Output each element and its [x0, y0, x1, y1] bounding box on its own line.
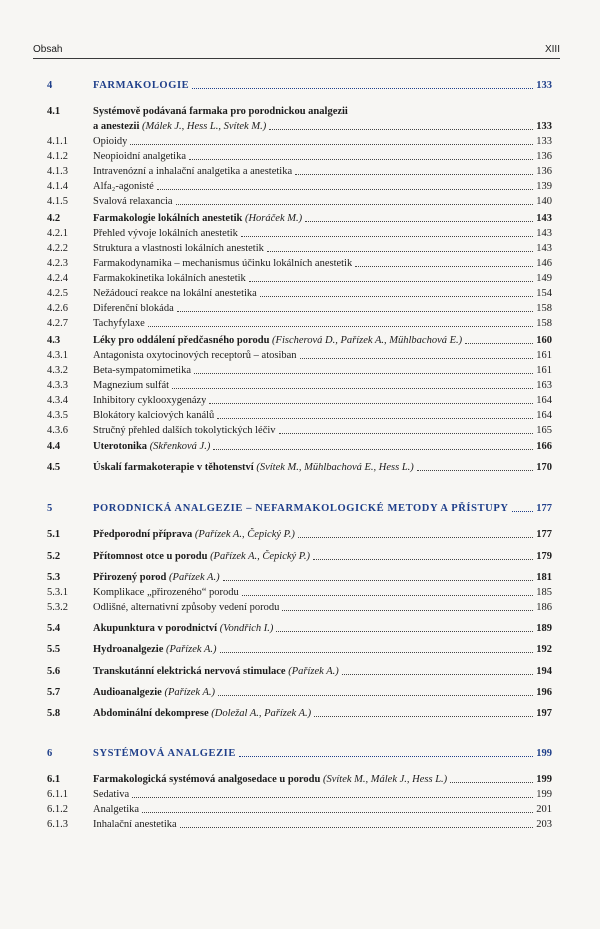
dot-leader	[177, 311, 533, 312]
entry-number: 5.3.1	[47, 587, 68, 598]
entry-title	[93, 461, 414, 474]
entry-page-number: 177	[536, 503, 552, 514]
dot-leader	[157, 189, 533, 190]
toc-entry-row[interactable]	[47, 193, 552, 208]
entry-title-text: Abdominální dekomprese	[93, 708, 209, 719]
entry-authors: (Pařízek A., Čepický P.)	[210, 551, 310, 562]
header-section-title: Obsah	[33, 44, 63, 55]
dot-leader	[269, 129, 533, 130]
entry-title-text: Hydroanalgezie	[93, 644, 164, 655]
dot-leader	[342, 674, 533, 675]
entry-number: 5.5	[47, 644, 61, 655]
toc-entry-row[interactable]	[47, 362, 552, 377]
entry-page-number: 140	[536, 196, 552, 207]
entry-title-text: Struktura a vlastnosti lokálních anestetik	[93, 243, 264, 254]
entry-title-text: Audioanalgezie	[93, 687, 162, 698]
entry-authors: (Horáček M.)	[244, 213, 303, 224]
toc-entry-row[interactable]	[47, 801, 552, 816]
entry-title-text: Magnezium sulfát	[93, 380, 170, 391]
entry-number: 5.2	[47, 551, 61, 562]
entry-title-text: Alfa₂-agonisté	[93, 181, 154, 192]
toc-entry-row[interactable]	[47, 392, 552, 407]
entry-page-number: 165	[536, 425, 552, 436]
entry-title	[93, 528, 295, 541]
entry-page-number: 201	[536, 804, 552, 815]
entry-title-text: Sedativa	[93, 789, 130, 800]
dot-leader	[194, 373, 533, 374]
entry-title	[93, 272, 246, 285]
entry-page-number: 161	[536, 350, 552, 361]
entry-page-number: 189	[536, 623, 552, 634]
toc-entry-row[interactable]	[47, 332, 552, 347]
entry-title	[93, 773, 447, 786]
entry-page-number: 192	[536, 644, 552, 655]
entry-title	[93, 643, 217, 656]
dot-leader	[512, 511, 534, 512]
entry-title	[93, 302, 174, 315]
entry-number: 4.3	[47, 335, 61, 346]
entry-page-number: 194	[536, 666, 552, 677]
dot-leader	[450, 782, 533, 783]
entry-title-text: Předporodní příprava	[93, 529, 193, 540]
entry-authors: (Pařízek A.)	[166, 644, 217, 655]
entry-page-number: 199	[536, 789, 552, 800]
entry-title	[93, 212, 302, 225]
entry-page-number: 154	[536, 288, 552, 299]
toc-entry-row[interactable]	[47, 771, 552, 786]
entry-number: 4.1	[47, 106, 61, 117]
entry-number: 4.3.5	[47, 410, 68, 421]
entry-title-text: Přehled vývoje lokálních anestetik	[93, 228, 238, 239]
dot-leader	[189, 159, 533, 160]
toc-entry-row[interactable]	[47, 526, 552, 541]
entry-page-number: 143	[536, 243, 552, 254]
dot-leader	[148, 326, 534, 327]
toc-entry-row[interactable]	[47, 347, 552, 362]
entry-title	[93, 349, 297, 362]
dot-leader	[218, 695, 533, 696]
entry-title-text: Uterotonika	[93, 441, 148, 452]
entry-title	[93, 409, 214, 422]
entry-title-text: Antagonista oxytocinových receptorů – atosiban	[93, 350, 297, 361]
entry-page-number: 143	[536, 228, 552, 239]
dot-leader	[209, 403, 533, 404]
entry-title-text: Odlišné, alternativní způsoby vedení porodu	[93, 602, 280, 613]
entry-title-text: Nežádoucí reakce na lokální anestetika	[93, 288, 257, 299]
entry-title-text: Stručný přehled dalších tokolytických léčiv	[93, 425, 276, 436]
dot-leader	[242, 595, 533, 596]
entry-title-text: Úskalí farmakoterapie v těhotenství	[93, 462, 254, 473]
dot-leader	[249, 281, 533, 282]
toc-entry-row[interactable]	[47, 377, 552, 392]
entry-page-number: 199	[536, 774, 552, 785]
dot-leader	[314, 716, 533, 717]
entry-title	[93, 440, 210, 453]
entry-title-text: Farmakokinetika lokálních anestetik	[93, 273, 246, 284]
dot-leader	[217, 418, 533, 419]
entry-authors: (Svítek M., Mühlbachová E., Hess L.)	[256, 462, 414, 473]
entry-page-number: 136	[536, 151, 552, 162]
entry-title-text: Léky pro oddálení předčasného porodu	[93, 335, 270, 346]
dot-leader	[260, 296, 533, 297]
entry-number: 4	[47, 80, 53, 91]
entry-title	[93, 707, 311, 720]
toc-entry-row[interactable]	[47, 163, 552, 178]
entry-page-number: 163	[536, 380, 552, 391]
toc-entry-row[interactable]	[47, 407, 552, 422]
entry-number: 4.3.4	[47, 395, 68, 406]
entry-title-text: Přirozený porod	[93, 572, 167, 583]
entry-number: 5.6	[47, 666, 61, 677]
entry-page-number: 136	[536, 166, 552, 177]
entry-title-text: Neopioidní analgetika	[93, 151, 187, 162]
dot-leader	[172, 388, 533, 389]
toc-entry-row[interactable]	[47, 459, 552, 474]
entry-title-text: Beta-sympatomimetika	[93, 365, 191, 376]
toc-entry-row[interactable]	[47, 548, 552, 563]
toc-entry-row[interactable]	[47, 315, 552, 330]
entry-title	[93, 818, 177, 831]
entry-title	[93, 379, 169, 392]
entry-title	[93, 502, 509, 515]
entry-title	[93, 571, 220, 584]
dot-leader	[465, 343, 533, 344]
entry-page-number: 158	[536, 303, 552, 314]
dot-leader	[192, 88, 533, 89]
entry-title-text: Tachyfylaxe	[93, 318, 145, 329]
entry-title	[93, 180, 154, 193]
entry-title-text: Inhibitory cyklooxygenázy	[93, 395, 207, 406]
entry-number: 4.2	[47, 213, 61, 224]
entry-number: 4.5	[47, 462, 61, 473]
entry-title	[93, 550, 310, 563]
entry-authors: (Pařízek A.)	[164, 687, 216, 698]
entry-page-number: 164	[536, 410, 552, 421]
dot-leader	[355, 266, 533, 267]
dot-leader	[223, 580, 534, 581]
entry-number: 4.1.5	[47, 196, 68, 207]
entry-title-text: Blokátory kalciových kanálů	[93, 410, 215, 421]
toc-entry-row[interactable]	[47, 285, 552, 300]
entry-title	[93, 803, 139, 816]
entry-number: 6.1.1	[47, 789, 68, 800]
entry-title-text: Diferenční blokáda	[93, 303, 174, 314]
toc-entry-row[interactable]	[47, 178, 552, 193]
toc-entry-row[interactable]	[47, 225, 552, 240]
toc-entry-row[interactable]	[47, 641, 552, 656]
entry-page-number: 181	[536, 572, 552, 583]
entry-title	[93, 287, 257, 300]
entry-page-number: 133	[536, 121, 552, 132]
entry-page-number: 186	[536, 602, 552, 613]
entry-page-number: 170	[536, 462, 552, 473]
entry-title	[93, 105, 552, 118]
entry-page-number: 146	[536, 258, 552, 269]
dot-leader	[313, 559, 533, 560]
entry-page-number: 133	[536, 136, 552, 147]
dot-leader	[305, 221, 533, 222]
entry-title	[93, 747, 236, 760]
entry-title	[93, 135, 127, 148]
entry-number: 4.2.4	[47, 273, 68, 284]
entry-authors: (Skřenková J.)	[149, 441, 211, 452]
entry-number: 4.4	[47, 441, 61, 452]
entry-authors: (Fischerová D., Pařízek A., Mühlbachová E.)	[272, 335, 463, 346]
entry-title-text: Farmakologická systémová analgosedace u porodu	[93, 774, 321, 785]
entry-number: 4.2.5	[47, 288, 68, 299]
entry-page-number: 199	[536, 748, 552, 759]
dot-leader	[241, 236, 533, 237]
toc-chapter-row[interactable]	[47, 500, 552, 515]
entry-number: 4.2.1	[47, 228, 68, 239]
toc-entry-row[interactable]	[47, 786, 552, 801]
entry-title-text: Akupunktura v porodnictví	[93, 623, 218, 634]
dot-leader	[180, 827, 534, 828]
entry-title-text: Komplikace „přirozeného“ porodu	[93, 587, 239, 598]
entry-title-text: Transkutánní elektrická nervová stimulace	[93, 666, 286, 677]
toc-entry-row[interactable]	[47, 148, 552, 163]
entry-number: 4.2.3	[47, 258, 68, 269]
entry-page-number: 197	[536, 708, 552, 719]
entry-title-text: Svalová relaxancia	[93, 196, 173, 207]
entry-title	[93, 788, 129, 801]
entry-authors: (Pařízek A., Čepický P.)	[194, 529, 295, 540]
entry-page-number: 143	[536, 213, 552, 224]
dot-leader	[300, 358, 534, 359]
entry-number: 4.3.3	[47, 380, 68, 391]
entry-number: 5.3.2	[47, 602, 68, 613]
toc-entry-row[interactable]	[47, 705, 552, 720]
toc-entry-row[interactable]	[47, 103, 552, 118]
entry-title-text: a anestezii	[93, 121, 140, 132]
entry-number: 5.7	[47, 687, 61, 698]
entry-title-text: Inhalační anestetika	[93, 819, 177, 830]
dot-leader	[142, 812, 533, 813]
entry-title-text: FARMAKOLOGIE	[93, 80, 190, 91]
entry-page-number: 139	[536, 181, 552, 192]
entry-page-number: 179	[536, 551, 552, 562]
entry-authors: (Pařízek A.)	[169, 572, 220, 583]
entry-title	[93, 120, 266, 133]
entry-title-text: Intravenózní a inhalační analgetika a anestetika	[93, 166, 293, 177]
entry-title-text: Farmakologie lokálních anestetik	[93, 213, 243, 224]
dot-leader	[282, 610, 533, 611]
dot-leader	[130, 144, 533, 145]
entry-number: 5.8	[47, 708, 61, 719]
toc-entry-row[interactable]	[47, 118, 552, 133]
entry-title	[93, 150, 186, 163]
entry-number: 5.1	[47, 529, 61, 540]
entry-title-text: Farmakodynamika – mechanismus účinku lokálních anestetik	[93, 258, 353, 269]
entry-page-number: 149	[536, 273, 552, 284]
toc-entry-row[interactable]	[47, 816, 552, 831]
dot-leader	[132, 797, 533, 798]
entry-title-text: Systémově podávaná farmaka pro porodnickou analgezii	[93, 106, 348, 117]
entry-title-text: PORODNICKÁ ANALGEZIE – NEFARMAKOLOGICKÉ METODY A PŘÍSTUPY	[93, 503, 509, 514]
entry-title	[93, 364, 191, 377]
entry-number: 6.1.3	[47, 819, 68, 830]
dot-leader	[220, 652, 534, 653]
toc-entry-row[interactable]	[47, 270, 552, 285]
toc-entry-row[interactable]	[47, 663, 552, 678]
entry-title	[93, 257, 352, 270]
entry-title-text: Analgetika	[93, 804, 140, 815]
entry-number: 4.3.6	[47, 425, 68, 436]
entry-number: 5.4	[47, 623, 61, 634]
entry-number: 4.1.1	[47, 136, 68, 147]
toc-entry-row[interactable]	[47, 422, 552, 437]
entry-page-number: 161	[536, 365, 552, 376]
toc-chapter-row[interactable]	[47, 77, 552, 92]
entry-page-number: 185	[536, 587, 552, 598]
entry-number: 4.1.4	[47, 181, 68, 192]
toc-entry-row[interactable]	[47, 599, 552, 614]
toc-chapter-row[interactable]	[47, 745, 552, 760]
toc-entry-row[interactable]	[47, 584, 552, 599]
entry-authors: (Svítek M., Málek J., Hess L.)	[322, 774, 448, 785]
entry-title	[93, 424, 276, 437]
entry-title	[93, 394, 206, 407]
entry-number: 6	[47, 748, 53, 759]
dot-leader	[239, 756, 533, 757]
toc-entry-row[interactable]	[47, 255, 552, 270]
entry-page-number: 196	[536, 687, 552, 698]
dot-leader	[267, 251, 533, 252]
entry-authors: (Pařízek A.)	[288, 666, 339, 677]
entry-page-number: 158	[536, 318, 552, 329]
entry-number: 4.1.2	[47, 151, 68, 162]
entry-page-number: 133	[536, 80, 552, 91]
entry-page-number: 164	[536, 395, 552, 406]
toc-entry-row[interactable]	[47, 133, 552, 148]
dot-leader	[279, 433, 534, 434]
entry-number: 4.1.3	[47, 166, 68, 177]
toc-entry-row[interactable]	[47, 210, 552, 225]
entry-page-number: 203	[536, 819, 552, 830]
entry-authors: (Vondřich I.)	[219, 623, 274, 634]
dot-leader	[298, 537, 533, 538]
entry-number: 4.2.2	[47, 243, 68, 254]
entry-number: 4.3.1	[47, 350, 68, 361]
entry-number: 4.2.7	[47, 318, 68, 329]
entry-title-text: Přítomnost otce u porodu	[93, 551, 208, 562]
dot-leader	[213, 449, 533, 450]
toc-entry-row[interactable]	[47, 620, 552, 635]
entry-page-number: 166	[536, 441, 552, 452]
entry-title	[93, 242, 264, 255]
entry-title	[93, 665, 339, 678]
toc-entry-row[interactable]	[47, 438, 552, 453]
entry-title	[93, 686, 215, 699]
toc-entry-row[interactable]	[47, 569, 552, 584]
entry-title	[93, 586, 239, 599]
entry-authors: (Doležal A., Pařízek A.)	[211, 708, 312, 719]
dot-leader	[417, 470, 533, 471]
dot-leader	[176, 204, 534, 205]
entry-number: 4.2.6	[47, 303, 68, 314]
entry-title	[93, 79, 189, 92]
toc-entry-row[interactable]	[47, 684, 552, 699]
entry-title	[93, 334, 462, 347]
entry-authors: (Málek J., Hess L., Svítek M.)	[142, 121, 267, 132]
entry-number: 6.1.2	[47, 804, 68, 815]
entry-title	[93, 317, 145, 330]
toc-entry-row[interactable]	[47, 240, 552, 255]
toc-entry-row[interactable]	[47, 300, 552, 315]
entry-number: 5.3	[47, 572, 61, 583]
entry-title	[93, 165, 292, 178]
entry-number: 5	[47, 503, 53, 514]
entry-title	[93, 622, 273, 635]
header-page-number: XIII	[544, 44, 560, 55]
entry-number: 6.1	[47, 774, 61, 785]
dot-leader	[295, 174, 533, 175]
entry-page-number: 160	[536, 335, 552, 346]
entry-title	[93, 195, 173, 208]
entry-number: 4.3.2	[47, 365, 68, 376]
dot-leader	[276, 631, 533, 632]
entry-title-text: SYSTÉMOVÁ ANALGEZIE	[93, 748, 236, 759]
entry-page-number: 177	[536, 529, 552, 540]
entry-title	[93, 601, 279, 614]
entry-title-text: Opioidy	[93, 136, 128, 147]
entry-title	[93, 227, 238, 240]
